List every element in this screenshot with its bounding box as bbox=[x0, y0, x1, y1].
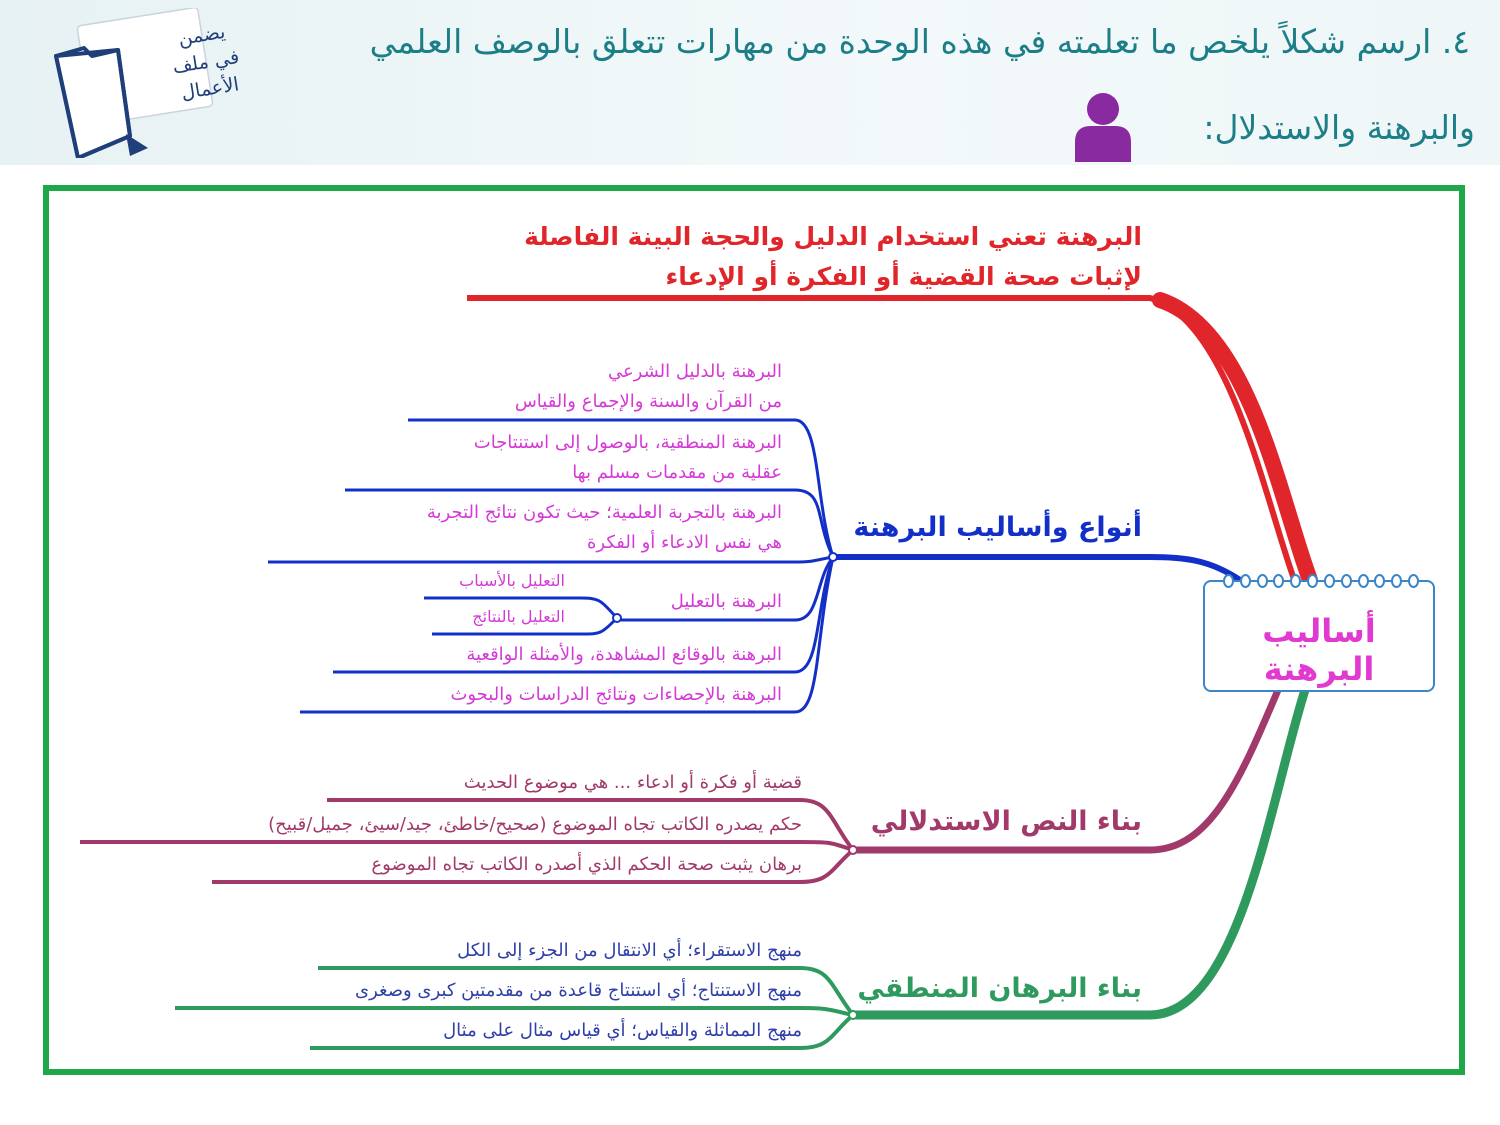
types-leaf: البرهنة بالوقائع المشاهدة، والأمثلة الواقعية bbox=[466, 644, 782, 665]
types-leaf-line-1: البرهنة بالتجربة العلمية؛ حيث تكون نتائج التجربة bbox=[426, 502, 782, 523]
types-node bbox=[829, 553, 837, 561]
argument-branch-label: بناء النص الاستدلالي bbox=[870, 806, 1142, 837]
types-leaf bbox=[427, 498, 782, 558]
logic-leaf-line bbox=[175, 1008, 853, 1015]
logic-leaf: منهج المماثلة والقياس؛ أي قياس مثال على مثال bbox=[443, 1020, 802, 1041]
logic-leaf: منهج الاستنتاج؛ أي استنتاج قاعدة من مقدمتين كبرى وصغرى bbox=[355, 980, 802, 1001]
central-node bbox=[1203, 580, 1435, 692]
question-line-1: ٤. ارسم شكلاً يلخص ما تعلمته في هذه الوحدة من مهارات تتعلق بالوصف العلمي bbox=[369, 22, 1470, 61]
notebook-rings bbox=[1223, 574, 1419, 590]
types-leaf-line-1: البرهنة المنطقية، بالوصول إلى استنتاجات bbox=[473, 432, 782, 453]
types-sub-leaf: التعليل بالنتائج bbox=[472, 607, 565, 626]
logic-branch-label: بناء البرهان المنطقي bbox=[857, 973, 1142, 1004]
types-branch-label: أنواع وأساليب البرهنة bbox=[853, 512, 1142, 543]
argument-leaf: حكم يصدره الكاتب تجاه الموضوع (صحيح/خاطئ، جيد/سيئ، جميل/قبيح) bbox=[268, 814, 802, 835]
types-leaf bbox=[515, 357, 782, 417]
argument-leaf-line bbox=[80, 842, 853, 850]
types-leaf-line-2: عقلية من مقدمات مسلم بها bbox=[572, 462, 782, 483]
argument-leaf: برهان يثبت صحة الحكم الذي أصدره الكاتب تجاه الموضوع bbox=[371, 854, 802, 875]
argument-leaf: قضية أو فكرة أو ادعاء ... هي موضوع الحديث bbox=[463, 772, 802, 793]
central-title: أساليب البرهنة bbox=[1262, 612, 1376, 688]
types-branch bbox=[833, 557, 1240, 580]
types-leaf-line-1: البرهنة بالدليل الشرعي bbox=[607, 361, 782, 382]
definition-text bbox=[524, 217, 1142, 297]
definition-line-2: لإثبات صحة القضية أو الفكرة أو الإدعاء bbox=[665, 262, 1142, 291]
types-sub-leaf: التعليل بالأسباب bbox=[459, 571, 565, 590]
types-sub-node bbox=[613, 614, 621, 622]
types-leaf-line-2: هي نفس الادعاء أو الفكرة bbox=[586, 532, 782, 553]
types-leaf: البرهنة بالتعليل bbox=[670, 591, 782, 612]
logic-leaf: منهج الاستقراء؛ أي الانتقال من الجزء إلى الكل bbox=[457, 940, 802, 961]
portfolio-label-line: في ملف bbox=[171, 45, 241, 79]
logic-node bbox=[849, 1011, 857, 1019]
definition-branch-thick bbox=[1160, 300, 1310, 580]
types-leaf-line-2: من القرآن والسنة والإجماع والقياس bbox=[514, 391, 782, 412]
types-leaf bbox=[474, 428, 782, 488]
argument-node bbox=[849, 846, 857, 854]
types-leaf: البرهنة بالإحصاءات ونتائج الدراسات والبحوث bbox=[450, 684, 782, 705]
definition-line-1: البرهنة تعني استخدام الدليل والحجة البينة الفاصلة bbox=[524, 222, 1142, 251]
portfolio-label-line: الأعمال bbox=[179, 73, 241, 105]
question-line-2: والبرهنة والاستدلال: bbox=[1203, 108, 1475, 147]
portfolio-label-line: يضمن bbox=[176, 20, 227, 50]
